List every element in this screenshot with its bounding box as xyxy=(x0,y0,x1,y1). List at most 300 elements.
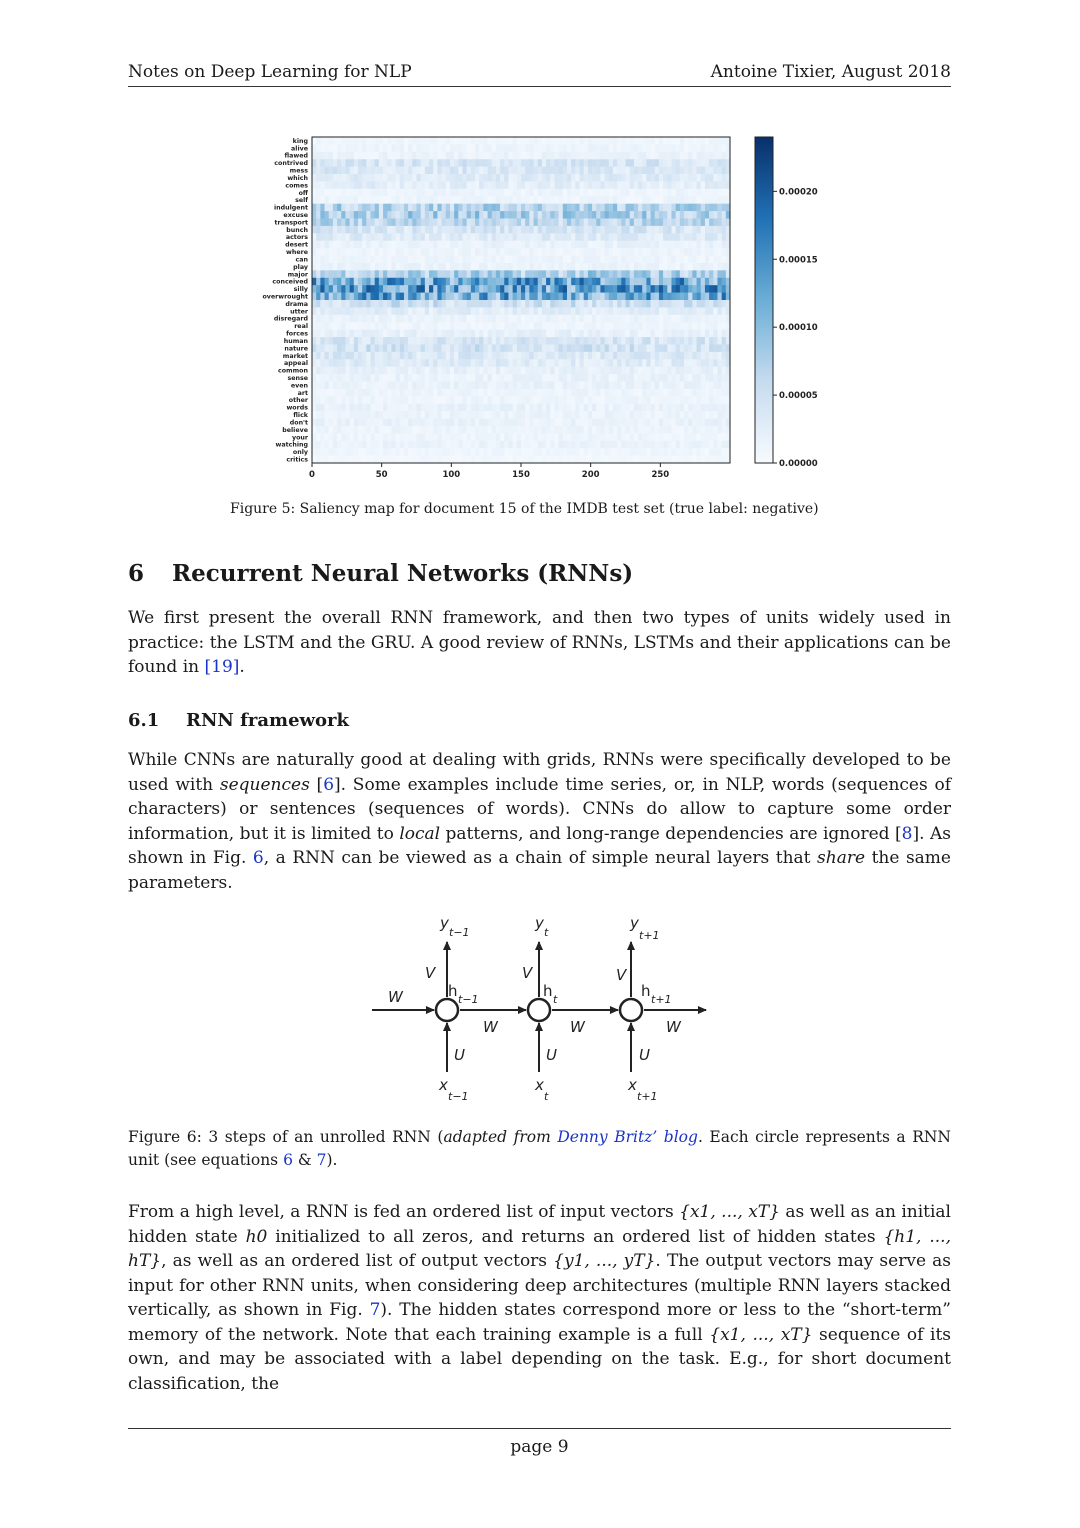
u-label: U xyxy=(454,1046,465,1064)
heatmap-cell xyxy=(609,330,613,338)
heatmap-cell xyxy=(621,219,625,227)
heatmap-cell xyxy=(462,226,466,234)
heatmap-cell xyxy=(508,389,512,397)
heatmap-cell xyxy=(425,441,429,449)
heatmap-cell xyxy=(554,337,558,345)
heatmap-cell xyxy=(408,226,412,234)
heatmap-cell xyxy=(680,270,684,278)
heatmap-cell xyxy=(371,241,375,249)
heatmap-cell xyxy=(333,144,337,152)
heatmap-cell xyxy=(391,152,395,160)
heatmap-cell xyxy=(584,181,588,189)
heatmap-cell xyxy=(671,389,675,397)
heatmap-cell xyxy=(333,152,337,160)
v-label: V xyxy=(522,964,533,982)
heatmap-cell xyxy=(387,144,391,152)
heatmap-cell xyxy=(588,196,592,204)
heatmap-cell xyxy=(500,441,504,449)
heatmap-cell xyxy=(713,307,717,315)
heatmap-cell xyxy=(412,307,416,315)
heatmap-cell xyxy=(517,196,521,204)
heatmap-cell xyxy=(404,285,408,293)
heatmap-cell xyxy=(450,219,454,227)
blog-link[interactable]: Denny Britz’ blog xyxy=(557,1128,698,1146)
heatmap-cell xyxy=(316,359,320,367)
heatmap-cell xyxy=(713,374,717,382)
heatmap-cell xyxy=(442,367,446,375)
heatmap-cell xyxy=(575,404,579,412)
citation-link[interactable]: [19] xyxy=(204,657,240,677)
heatmap-cell xyxy=(396,433,400,441)
heatmap-cell xyxy=(358,367,362,375)
heatmap-cell xyxy=(471,144,475,152)
heatmap-cell xyxy=(521,248,525,256)
heatmap-cell xyxy=(391,389,395,397)
heatmap-cell xyxy=(688,330,692,338)
heatmap-cell xyxy=(634,167,638,175)
heatmap-cell xyxy=(717,285,721,293)
heatmap-cell xyxy=(621,226,625,234)
heatmap-cell xyxy=(692,300,696,308)
heatmap-cell xyxy=(341,433,345,441)
heatmap-cell xyxy=(676,256,680,264)
heatmap-cell xyxy=(697,159,701,167)
heatmap-cell xyxy=(446,204,450,212)
heatmap-cell xyxy=(488,174,492,182)
heatmap-cell xyxy=(521,441,525,449)
heatmap-cell xyxy=(692,322,696,330)
heatmap-cell xyxy=(609,359,613,367)
heatmap-cell xyxy=(408,441,412,449)
heatmap-cell xyxy=(722,211,726,219)
heatmap-cell xyxy=(529,181,533,189)
heatmap-cell xyxy=(337,456,341,464)
heatmap-cell xyxy=(396,211,400,219)
heatmap-cell xyxy=(638,433,642,441)
heatmap-cell xyxy=(559,315,563,323)
heatmap-cell xyxy=(575,352,579,360)
heatmap-cell xyxy=(383,448,387,456)
heatmap-cell xyxy=(697,367,701,375)
heatmap-cell xyxy=(705,226,709,234)
heatmap-cell xyxy=(626,270,630,278)
heatmap-cell xyxy=(316,196,320,204)
heatmap-cell xyxy=(379,226,383,234)
heatmap-cell xyxy=(454,293,458,301)
heatmap-cell xyxy=(630,181,634,189)
heatmap-cell xyxy=(705,256,709,264)
heatmap-cell xyxy=(642,270,646,278)
heatmap-cell xyxy=(642,315,646,323)
heatmap-cell xyxy=(396,256,400,264)
citation-link[interactable]: 8 xyxy=(901,823,913,844)
heatmap-cell xyxy=(717,152,721,160)
heatmap-cell xyxy=(592,241,596,249)
heatmap-cell xyxy=(600,233,604,241)
heatmap-cell xyxy=(508,293,512,301)
heatmap-cell xyxy=(575,263,579,271)
heatmap-cell xyxy=(341,248,345,256)
heatmap-cell xyxy=(387,307,391,315)
heatmap-cell xyxy=(400,159,404,167)
heatmap-cell xyxy=(588,226,592,234)
heatmap-cell xyxy=(429,174,433,182)
heatmap-cell xyxy=(575,307,579,315)
heatmap-cell xyxy=(320,389,324,397)
heatmap-cell xyxy=(458,307,462,315)
figure-link[interactable]: 7 xyxy=(369,1300,381,1320)
heatmap-cell xyxy=(333,337,337,345)
heatmap-cell xyxy=(617,382,621,390)
heatmap-cell xyxy=(358,204,362,212)
heatmap-cell xyxy=(479,367,483,375)
heatmap-cell xyxy=(325,359,329,367)
heatmap-cell xyxy=(316,337,320,345)
heatmap-cell xyxy=(621,293,625,301)
heatmap-cell xyxy=(680,374,684,382)
heatmap-cell xyxy=(592,382,596,390)
heatmap-cell xyxy=(320,293,324,301)
heatmap-cell xyxy=(701,204,705,212)
heatmap-cell xyxy=(697,307,701,315)
heatmap-cell xyxy=(421,196,425,204)
heatmap-cell xyxy=(483,374,487,382)
heatmap-cell xyxy=(709,404,713,412)
heatmap-cell xyxy=(567,137,571,145)
heatmap-cell xyxy=(412,285,416,293)
heatmap-cell xyxy=(358,404,362,412)
heatmap-cell xyxy=(467,374,471,382)
heatmap-cell xyxy=(550,211,554,219)
heatmap-cell xyxy=(467,219,471,227)
colorbar-tick-label: 0.00015 xyxy=(779,255,818,266)
heatmap-cell xyxy=(358,374,362,382)
heatmap-cell xyxy=(671,270,675,278)
heatmap-cell xyxy=(575,419,579,427)
heatmap-cell xyxy=(684,359,688,367)
heatmap-cell xyxy=(362,144,366,152)
heatmap-cell xyxy=(508,456,512,464)
heatmap-cell xyxy=(542,189,546,197)
heatmap-cell xyxy=(475,359,479,367)
heatmap-cell xyxy=(717,211,721,219)
citation-link[interactable]: 6 xyxy=(323,774,335,795)
heatmap-cell xyxy=(638,189,642,197)
heatmap-cell xyxy=(676,419,680,427)
heatmap-cell xyxy=(638,344,642,352)
heatmap-cell xyxy=(697,300,701,308)
heatmap-cell xyxy=(692,263,696,271)
heatmap-cell xyxy=(605,396,609,404)
heatmap-cell xyxy=(559,278,563,286)
heatmap-cell xyxy=(329,374,333,382)
heatmap-cell xyxy=(421,167,425,175)
heatmap-cell xyxy=(521,226,525,234)
heatmap-cell xyxy=(651,404,655,412)
heatmap-cell xyxy=(713,322,717,330)
heatmap-cell xyxy=(534,322,538,330)
heatmap-cell xyxy=(433,248,437,256)
heatmap-cell xyxy=(646,204,650,212)
heatmap-cell xyxy=(680,152,684,160)
heatmap-cell xyxy=(354,433,358,441)
heatmap-cell xyxy=(676,404,680,412)
heatmap-cell xyxy=(609,256,613,264)
heatmap-cell xyxy=(504,167,508,175)
heatmap-cell xyxy=(433,337,437,345)
heatmap-cell xyxy=(412,389,416,397)
figure-link[interactable]: 6 xyxy=(252,848,264,868)
heatmap-cell xyxy=(504,256,508,264)
heatmap-cell xyxy=(437,285,441,293)
heatmap-cell xyxy=(563,456,567,464)
heatmap-cell xyxy=(404,396,408,404)
heatmap-cell xyxy=(667,433,671,441)
heatmap-cell xyxy=(500,426,504,434)
heatmap-cell xyxy=(651,419,655,427)
heatmap-cell xyxy=(567,167,571,175)
heatmap-cell xyxy=(571,293,575,301)
heatmap-cell xyxy=(630,196,634,204)
heatmap-cell xyxy=(316,144,320,152)
heatmap-cell xyxy=(638,181,642,189)
heatmap-cell xyxy=(383,256,387,264)
heatmap-cell xyxy=(454,396,458,404)
heatmap-cell xyxy=(492,433,496,441)
heatmap-cell xyxy=(705,278,709,286)
heatmap-cell xyxy=(534,293,538,301)
heatmap-cell xyxy=(375,344,379,352)
heatmap-cell xyxy=(483,278,487,286)
heatmap-cell xyxy=(362,293,366,301)
equation-link[interactable]: 6 xyxy=(283,1151,293,1169)
heatmap-cell xyxy=(412,270,416,278)
heatmap-cell xyxy=(554,270,558,278)
heatmap-cell xyxy=(717,433,721,441)
heatmap-cell xyxy=(617,137,621,145)
heatmap-cell xyxy=(366,359,370,367)
heatmap-cell xyxy=(580,152,584,160)
heatmap-cell xyxy=(563,263,567,271)
heatmap-cell xyxy=(488,167,492,175)
heatmap-cell xyxy=(571,196,575,204)
heatmap-cell xyxy=(621,152,625,160)
heatmap-cell xyxy=(575,344,579,352)
heatmap-cell xyxy=(571,248,575,256)
heatmap-cell xyxy=(391,344,395,352)
heatmap-cell xyxy=(638,211,642,219)
heatmap-cell xyxy=(621,300,625,308)
heatmap-row-label: utter xyxy=(290,308,308,316)
heatmap-cell xyxy=(379,396,383,404)
equation-link[interactable]: 7 xyxy=(316,1151,327,1169)
heatmap-cell xyxy=(496,307,500,315)
heatmap-cell xyxy=(592,374,596,382)
heatmap-cell xyxy=(483,144,487,152)
heatmap-cell xyxy=(412,152,416,160)
heatmap-cell xyxy=(404,263,408,271)
heatmap-cell xyxy=(312,330,316,338)
heatmap-cell xyxy=(417,433,421,441)
heatmap-cell xyxy=(366,248,370,256)
heatmap-cell xyxy=(383,352,387,360)
heatmap-cell xyxy=(354,411,358,419)
heatmap-cell xyxy=(446,263,450,271)
heatmap-cell xyxy=(655,404,659,412)
heatmap-cell xyxy=(538,359,542,367)
heatmap-cell xyxy=(320,456,324,464)
heatmap-cell xyxy=(341,256,345,264)
heatmap-cell xyxy=(362,270,366,278)
heatmap-cell xyxy=(663,263,667,271)
heatmap-cell xyxy=(350,441,354,449)
heatmap-cell xyxy=(646,330,650,338)
heatmap-cell xyxy=(429,441,433,449)
heatmap-cell xyxy=(546,315,550,323)
heatmap-cell xyxy=(421,293,425,301)
heatmap-cell xyxy=(404,307,408,315)
heatmap-cell xyxy=(362,211,366,219)
heatmap-cell xyxy=(671,367,675,375)
heatmap-cell xyxy=(312,159,316,167)
heatmap-cell xyxy=(500,211,504,219)
heatmap-cell xyxy=(454,426,458,434)
heatmap-cell xyxy=(442,337,446,345)
heatmap-cell xyxy=(421,433,425,441)
heatmap-cell xyxy=(345,137,349,145)
heatmap-cell xyxy=(504,181,508,189)
heatmap-cell xyxy=(600,196,604,204)
heatmap-cell xyxy=(596,426,600,434)
heatmap-cell xyxy=(462,448,466,456)
heatmap-cell xyxy=(538,448,542,456)
heatmap-cell xyxy=(605,315,609,323)
heatmap-cell xyxy=(383,315,387,323)
heatmap-cell xyxy=(676,293,680,301)
heatmap-cell xyxy=(425,330,429,338)
heatmap-cell xyxy=(462,167,466,175)
heatmap-cell xyxy=(425,204,429,212)
heatmap-cell xyxy=(362,337,366,345)
heatmap-cell xyxy=(554,233,558,241)
heatmap-cell xyxy=(575,270,579,278)
heatmap-cell xyxy=(433,241,437,249)
heatmap-cell xyxy=(333,189,337,197)
heatmap-cell xyxy=(333,270,337,278)
heatmap-cell xyxy=(596,300,600,308)
heatmap-cell xyxy=(433,181,437,189)
heatmap-cell xyxy=(542,456,546,464)
heatmap-cell xyxy=(634,219,638,227)
heatmap-cell xyxy=(626,433,630,441)
heatmap-cell xyxy=(492,270,496,278)
heatmap-cell xyxy=(504,137,508,145)
heatmap-cell xyxy=(651,241,655,249)
heatmap-cell xyxy=(345,389,349,397)
heatmap-cell xyxy=(692,241,696,249)
heatmap-cell xyxy=(575,167,579,175)
heatmap-cell xyxy=(680,248,684,256)
heatmap-cell xyxy=(697,382,701,390)
heatmap-cell xyxy=(421,374,425,382)
heatmap-cell xyxy=(325,248,329,256)
heatmap-cell xyxy=(521,322,525,330)
heatmap-cell xyxy=(600,352,604,360)
heatmap-cell xyxy=(592,263,596,271)
heatmap-cell xyxy=(697,433,701,441)
heatmap-cell xyxy=(450,322,454,330)
heatmap-cell xyxy=(550,159,554,167)
heatmap-cell xyxy=(592,344,596,352)
heatmap-cell xyxy=(325,219,329,227)
heatmap-cell xyxy=(312,359,316,367)
heatmap-cell xyxy=(567,263,571,271)
heatmap-cell xyxy=(437,367,441,375)
heatmap-cell xyxy=(529,374,533,382)
heatmap-cell xyxy=(354,285,358,293)
heatmap-cell xyxy=(450,226,454,234)
heatmap-cell xyxy=(375,300,379,308)
heatmap-cell xyxy=(688,315,692,323)
heatmap-cell xyxy=(366,137,370,145)
heatmap-cell xyxy=(676,389,680,397)
heatmap-cell xyxy=(659,167,663,175)
heatmap-cell xyxy=(588,315,592,323)
heatmap-cell xyxy=(504,189,508,197)
heatmap-cell xyxy=(341,411,345,419)
heatmap-cell xyxy=(391,433,395,441)
heatmap-cell xyxy=(404,159,408,167)
heatmap-cell xyxy=(408,382,412,390)
heatmap-cell xyxy=(508,174,512,182)
heatmap-cell xyxy=(496,359,500,367)
heatmap-cell xyxy=(458,285,462,293)
heatmap-cell xyxy=(337,189,341,197)
heatmap-cell xyxy=(563,204,567,212)
heatmap-cell xyxy=(366,159,370,167)
heatmap-cell xyxy=(659,307,663,315)
heatmap-cell xyxy=(496,396,500,404)
heatmap-cell xyxy=(626,285,630,293)
heatmap-cell xyxy=(575,256,579,264)
heatmap-cell xyxy=(617,285,621,293)
heatmap-cell xyxy=(350,270,354,278)
heatmap-cell xyxy=(400,137,404,145)
heatmap-cell xyxy=(634,352,638,360)
heatmap-cell xyxy=(442,159,446,167)
heatmap-cell xyxy=(483,344,487,352)
heatmap-cell xyxy=(366,419,370,427)
heatmap-cell xyxy=(312,419,316,427)
heatmap-cell xyxy=(462,396,466,404)
heatmap-cell xyxy=(646,419,650,427)
heatmap-cell xyxy=(525,196,529,204)
heatmap-cell xyxy=(709,456,713,464)
heatmap-cell xyxy=(371,293,375,301)
heatmap-cell xyxy=(680,315,684,323)
heatmap-cell xyxy=(655,433,659,441)
heatmap-cell xyxy=(626,389,630,397)
heatmap-cell xyxy=(458,433,462,441)
heatmap-cell xyxy=(529,411,533,419)
heatmap-cell xyxy=(671,285,675,293)
heatmap-cell xyxy=(475,263,479,271)
heatmap-cell xyxy=(333,241,337,249)
heatmap-cell xyxy=(525,189,529,197)
heatmap-cell xyxy=(617,359,621,367)
heatmap-cell xyxy=(621,167,625,175)
hidden-label: h xyxy=(543,982,553,1000)
